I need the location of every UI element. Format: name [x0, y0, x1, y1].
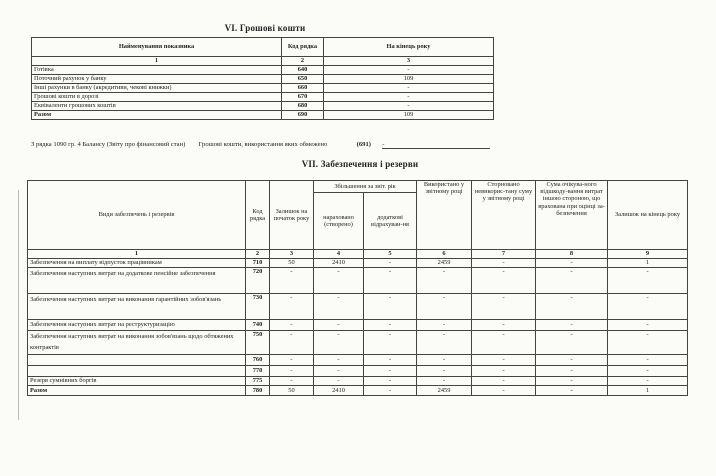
cell: -	[608, 320, 688, 331]
row-code: 680	[282, 102, 324, 111]
cell: 2410	[314, 386, 364, 396]
cell: -	[536, 366, 608, 377]
cell: -	[270, 377, 314, 386]
cell: 50	[270, 259, 314, 268]
col-num: 5	[364, 250, 417, 259]
cell: -	[270, 366, 314, 377]
header-accrued: нараховано (створено)	[314, 193, 364, 250]
cell: -	[364, 259, 417, 268]
header-used: Використано у звітному році	[417, 181, 472, 250]
row-value: -	[324, 93, 494, 102]
cell: -	[417, 320, 472, 331]
row-name: Грошові кошти в дорозі	[32, 93, 282, 102]
cell: -	[314, 366, 364, 377]
row-code: 640	[282, 66, 324, 75]
cell: -	[364, 386, 417, 396]
row-name: Резерв сумнівних боргів	[28, 377, 246, 386]
col-num: 6	[417, 250, 472, 259]
cell: -	[314, 320, 364, 331]
row-name: Еквіваленти грошових коштів	[32, 102, 282, 111]
cell: -	[417, 366, 472, 377]
cell: -	[364, 331, 417, 355]
header-end: Залишок на кінець року	[608, 181, 688, 250]
row-code: 660	[282, 84, 324, 93]
cell: 2410	[314, 259, 364, 268]
table-row	[28, 331, 688, 355]
row-code: 770	[246, 366, 270, 377]
col-num: 1	[28, 250, 246, 259]
row-code: 710	[246, 259, 270, 268]
cell: -	[314, 294, 364, 320]
row-name	[28, 366, 246, 377]
cell: -	[364, 268, 417, 294]
cell: -	[417, 377, 472, 386]
row-value: -	[324, 84, 494, 93]
cell: -	[417, 355, 472, 366]
total-row	[32, 111, 494, 120]
cell: -	[417, 294, 472, 320]
col-num: 2	[246, 250, 270, 259]
header-name: Найменування показника	[32, 38, 282, 57]
row-value: 109	[324, 75, 494, 84]
cell: -	[472, 377, 536, 386]
row-code: 650	[282, 75, 324, 84]
table-row	[28, 366, 688, 377]
cell: -	[472, 259, 536, 268]
row-name: Поточний рахунок у банку	[32, 75, 282, 84]
header-expected: Сума очікува-ного відшкоду-вання витрат іншою стороною, що врахована при оцінці за-безпечення	[536, 181, 608, 250]
cell: -	[270, 320, 314, 331]
restricted-cash-note	[31, 141, 490, 149]
total-code: 690	[282, 111, 324, 120]
total-code: 780	[246, 386, 270, 396]
col-num: 3	[270, 250, 314, 259]
cell: -	[472, 366, 536, 377]
cell: -	[364, 294, 417, 320]
row-name: Забезпечення наступних витрат на виконання зобов'язань щодо обтяжених контрактів	[28, 331, 246, 355]
cell: -	[472, 320, 536, 331]
row-value: -	[324, 66, 494, 75]
row-code: 775	[246, 377, 270, 386]
table-row	[28, 355, 688, 366]
note-value: -	[382, 141, 385, 148]
total-name: Разом	[32, 111, 282, 120]
section6-title: VI. Грошові кошти	[224, 23, 306, 33]
cell: -	[608, 377, 688, 386]
cash-table	[31, 37, 494, 120]
cell: -	[536, 320, 608, 331]
cell: -	[314, 377, 364, 386]
header-reversed: Сторновано невикорис-тану суму у звітному році	[472, 181, 536, 250]
cell: -	[270, 331, 314, 355]
cell: -	[417, 331, 472, 355]
cell: -	[536, 259, 608, 268]
row-name: Забезпечення наступних витрат на додаткове пенсійне забезпечення	[28, 268, 246, 294]
cell: -	[536, 294, 608, 320]
header-code: Код рядка	[282, 38, 324, 57]
row-value: -	[324, 102, 494, 111]
cell: -	[472, 355, 536, 366]
cell: -	[536, 386, 608, 396]
col-num: 7	[472, 250, 536, 259]
header-start: Залишок на початок року	[270, 181, 314, 250]
cell: -	[417, 268, 472, 294]
header-kind: Види забезпечень і резервів	[28, 181, 246, 250]
cell: -	[364, 366, 417, 377]
header-end: На кінець року	[324, 38, 494, 57]
table-row	[28, 259, 688, 268]
col-num-row	[28, 250, 688, 259]
table-row	[32, 102, 494, 111]
note-label: Грошові кошти, використання яких обмежено	[198, 141, 328, 148]
cell: 50	[270, 386, 314, 396]
note-code: (691)	[356, 141, 371, 148]
row-name: Забезпечення на виплату відпусток працівникам	[28, 259, 246, 268]
cell: -	[608, 355, 688, 366]
cell: -	[314, 268, 364, 294]
row-code: 750	[246, 331, 270, 355]
table-row	[28, 320, 688, 331]
cell: -	[314, 355, 364, 366]
cell: -	[364, 355, 417, 366]
note-value-line	[382, 141, 490, 149]
cell: -	[608, 366, 688, 377]
total-name: Разом	[28, 386, 246, 396]
col-num: 4	[314, 250, 364, 259]
cell: -	[536, 331, 608, 355]
cell: -	[270, 294, 314, 320]
cell: -	[364, 377, 417, 386]
header-code: Код рядка	[246, 181, 270, 250]
row-code: 720	[246, 268, 270, 294]
row-code: 740	[246, 320, 270, 331]
row-name: Готівка	[32, 66, 282, 75]
table-row	[32, 66, 494, 75]
section7-title: VII. Забезпечення і резерви	[301, 159, 419, 169]
col-num: 9	[608, 250, 688, 259]
row-name	[28, 355, 246, 366]
provisions-table	[27, 180, 688, 396]
cell: -	[608, 331, 688, 355]
cell: 2459	[417, 259, 472, 268]
table-row	[28, 294, 688, 320]
cell: -	[472, 386, 536, 396]
page-edge-line	[18, 190, 19, 420]
cell: -	[472, 331, 536, 355]
cell: -	[270, 268, 314, 294]
cell: 1	[608, 259, 688, 268]
note-source: З рядка 1090 гр. 4 Балансу (Звіту про фінансовий стан)	[31, 141, 186, 148]
row-code: 730	[246, 294, 270, 320]
cell: -	[270, 355, 314, 366]
row-name: Забезпечення наступних витрат на виконання гарантійних зобов'язань	[28, 294, 246, 320]
cell: -	[364, 320, 417, 331]
cell: -	[536, 377, 608, 386]
table-row	[32, 75, 494, 84]
row-name: Забезпечення наступних витрат на реструктуризацію	[28, 320, 246, 331]
table-row	[32, 84, 494, 93]
col-num: 1	[32, 57, 282, 66]
cell: -	[608, 268, 688, 294]
cell: -	[608, 294, 688, 320]
header-increase: Збільшення за звіт. рік	[314, 181, 417, 193]
cell: -	[536, 355, 608, 366]
col-num: 8	[536, 250, 608, 259]
row-code: 760	[246, 355, 270, 366]
total-value: 109	[324, 111, 494, 120]
header-additional: додаткові відрахуван-ня	[364, 193, 417, 250]
total-row	[28, 386, 688, 396]
row-code: 670	[282, 93, 324, 102]
table-row	[28, 377, 688, 386]
col-num: 3	[324, 57, 494, 66]
cell: -	[472, 294, 536, 320]
cell: -	[536, 268, 608, 294]
cell: -	[314, 331, 364, 355]
table-row	[28, 268, 688, 294]
cell: 1	[608, 386, 688, 396]
table-row	[32, 93, 494, 102]
col-num: 2	[282, 57, 324, 66]
cell: -	[472, 268, 536, 294]
cell: 2459	[417, 386, 472, 396]
row-name: Інші рахунки в банку (акредитиви, чекові книжки)	[32, 84, 282, 93]
